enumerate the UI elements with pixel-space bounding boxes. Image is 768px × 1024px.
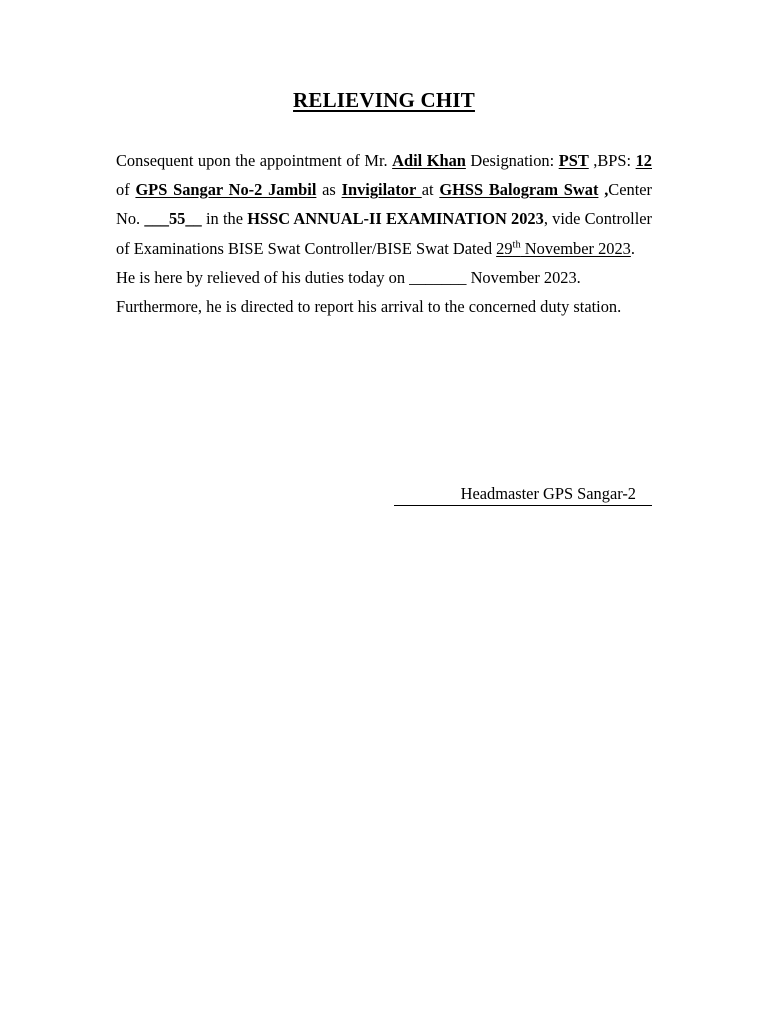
relieved-paragraph: He is here by relieved of his duties today on _______ November 2023. bbox=[116, 267, 581, 287]
appointment-paragraph bbox=[116, 146, 652, 263]
appointee-name: Adil Khan bbox=[392, 151, 466, 170]
duty-role: Invigilator bbox=[341, 180, 422, 200]
text-fragment: ,BPS: bbox=[588, 151, 636, 170]
text-fragment: . bbox=[630, 238, 635, 258]
text-fragment: at bbox=[421, 180, 440, 200]
text-fragment: Designation: bbox=[465, 151, 559, 170]
text-fragment: Center No. bbox=[116, 180, 652, 229]
document-title: RELIEVING CHIT bbox=[293, 88, 475, 112]
text-fragment: of bbox=[116, 180, 136, 200]
date-month-year: November 2023 bbox=[520, 238, 631, 258]
report-arrival-paragraph: Furthermore, he is directed to report his arrival to the concerned duty station. bbox=[116, 297, 622, 317]
center-number: ___55__ bbox=[144, 209, 202, 229]
text-fragment: , vide Controller of Examinations BISE Swat Controller/BISE Swat Dated bbox=[116, 209, 652, 258]
document-body bbox=[116, 146, 652, 321]
text-fragment: , bbox=[598, 180, 609, 200]
center-school-name: GHSS Balogram Swat bbox=[439, 180, 599, 200]
date-ordinal-suffix: th bbox=[512, 239, 521, 251]
signature-line: Headmaster GPS Sangar-2 bbox=[394, 482, 652, 506]
designation-value: PST bbox=[558, 151, 589, 170]
text-fragment: as bbox=[316, 180, 342, 200]
text-fragment: Consequent upon the appointment of Mr. bbox=[116, 151, 393, 170]
school-name: GPS Sangar No-2 Jambil bbox=[135, 180, 317, 200]
dated-value bbox=[496, 239, 631, 258]
date-day: 29 bbox=[496, 238, 513, 258]
bps-value: 12 bbox=[635, 151, 652, 170]
exam-name: HSSC ANNUAL-II EXAMINATION 2023 bbox=[247, 209, 544, 229]
text-fragment: in the bbox=[201, 209, 248, 229]
